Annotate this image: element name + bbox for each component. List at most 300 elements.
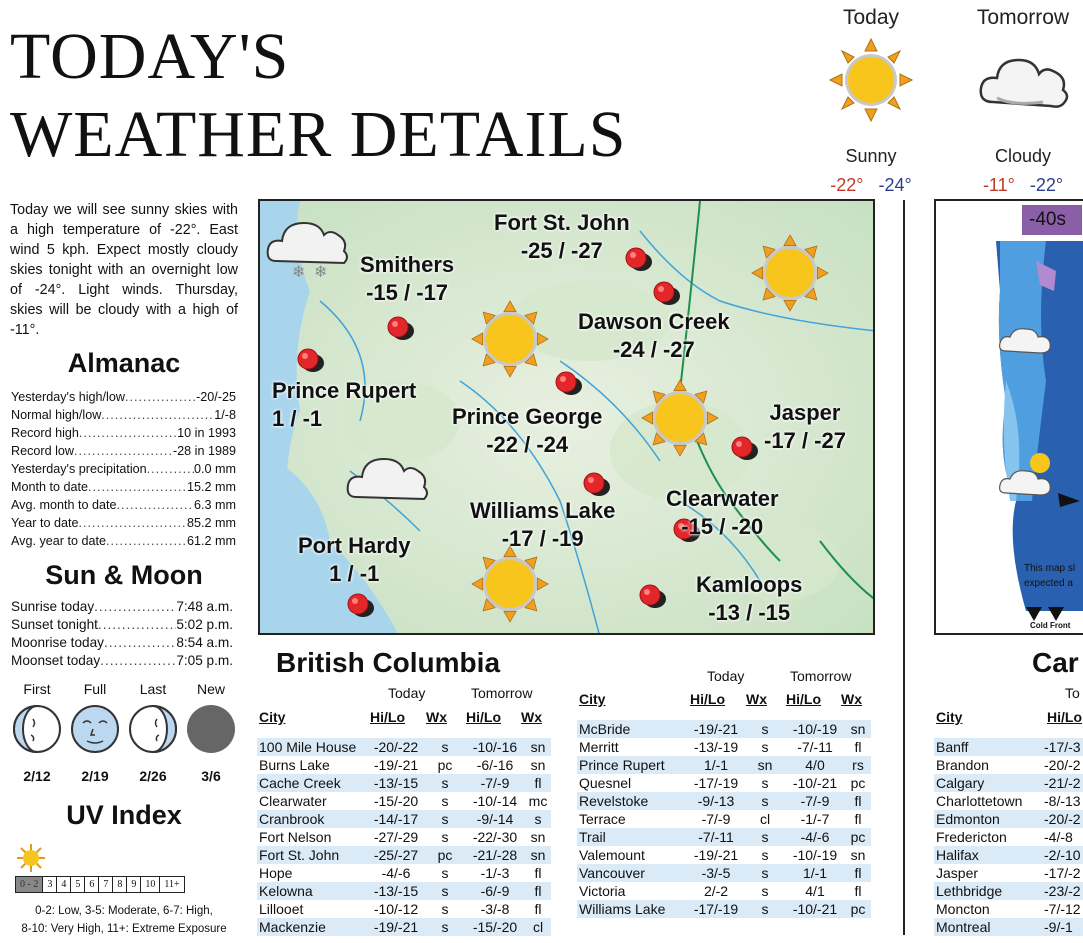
today-wx: s: [745, 864, 785, 882]
city-name: Trail: [577, 828, 687, 846]
new-moon-icon: [185, 703, 237, 755]
today-hilo: -17/-3: [1042, 738, 1083, 756]
map-city-temps: 1 / -1: [272, 406, 323, 431]
tomorrow-wx: pc: [850, 775, 866, 791]
moon-phase-date: 2/12: [23, 768, 51, 784]
table-row: [257, 828, 551, 846]
table-row: [577, 792, 871, 810]
bc-right-wx-header: Wx: [746, 691, 767, 707]
table-row: [257, 882, 551, 900]
table-row: [577, 810, 871, 828]
city-name: Brandon: [936, 757, 989, 773]
table-row: [577, 864, 871, 882]
almanac-row: [11, 406, 236, 424]
almanac-value: 6.3 mm: [194, 498, 236, 512]
today-hilo: -20/-2: [1042, 810, 1083, 828]
map-city-name: Prince George: [452, 404, 603, 429]
city-marker-icon: [732, 437, 758, 460]
tomorrow-hilo: -1/-7: [800, 811, 830, 827]
map-city-smithers: [360, 251, 454, 307]
today-wx: s: [425, 882, 465, 900]
tomorrow-hilo: -10/-14: [472, 793, 518, 809]
table-row: [934, 846, 1083, 864]
almanac-label: Normal high/low: [11, 408, 102, 422]
tomorrow-hilo: -15/-20: [465, 918, 525, 936]
city-name: Burns Lake: [259, 757, 330, 773]
city-name: Charlottetown: [936, 793, 1023, 809]
leader-dots: [147, 460, 194, 478]
tomorrow-wx: pc: [845, 900, 871, 918]
today-wx: s: [441, 829, 449, 845]
almanac-list: [11, 388, 236, 550]
tomorrow-hilo: 4/0: [785, 756, 845, 774]
table-row: [934, 774, 1083, 792]
map-city-prince-rupert: [272, 377, 416, 433]
canada-weather-map: [934, 199, 1083, 635]
today-wx: s: [425, 738, 465, 756]
city-name: Clearwater: [259, 793, 327, 809]
tomorrow-wx: cl: [525, 918, 551, 936]
almanac-row: [11, 532, 236, 550]
today-hilo: -4/-6: [381, 865, 411, 881]
table-row: [934, 900, 1083, 918]
city-name: Moncton: [936, 901, 990, 917]
today-wx: s: [745, 792, 785, 810]
city-name: Montreal: [934, 918, 1042, 936]
city-name: Edmonton: [934, 810, 1042, 828]
table-row: [577, 774, 871, 792]
today-wx: s: [745, 720, 785, 738]
table-row: [257, 792, 551, 810]
table-row: [257, 846, 551, 864]
leader-dots: [79, 424, 177, 442]
today-hilo: 1/-1: [687, 756, 745, 774]
city-name: Fort St. John: [257, 846, 367, 864]
today-hilo: -2/-10: [1042, 846, 1083, 864]
first-quarter-moon-icon: [11, 703, 63, 755]
today-hilo: -13/-15: [367, 774, 425, 792]
uv-legend: [5, 902, 243, 938]
today-wx: sn: [745, 756, 785, 774]
today-wx: s: [761, 883, 769, 899]
tomorrow-hilo: -10/-16: [465, 738, 525, 756]
full-moon-icon: [69, 703, 121, 755]
map-city-name: Port Hardy: [298, 533, 411, 558]
map-city-prince-george: [452, 403, 602, 459]
almanac-title: Almanac: [67, 348, 181, 378]
city-name: Valemount: [579, 847, 645, 863]
table-row: [577, 756, 871, 774]
bc-table-title: British Columbia: [276, 647, 501, 678]
leader-dots: [104, 634, 176, 652]
today-wx: s: [761, 847, 769, 863]
almanac-row: [11, 460, 236, 478]
bc-right-hilo-header: Hi/Lo: [690, 691, 725, 707]
table-row: [934, 864, 1083, 882]
today-wx: pc: [437, 757, 453, 773]
bc-left-hilo-header: Hi/Lo: [370, 709, 405, 725]
tomorrow-hilo: -10/-19: [792, 847, 838, 863]
table-row: [934, 792, 1083, 810]
moon-phase-date: 2/19: [81, 768, 109, 784]
almanac-label: Yesterday's precipitation: [11, 462, 147, 476]
table-row: [934, 828, 1083, 846]
uv-scale-segment: 11+: [164, 879, 180, 890]
bc-left-city-header: City: [259, 709, 286, 725]
bc-right-city-header: City: [579, 691, 606, 707]
bc-left-wx-header: Wx: [426, 709, 447, 725]
bc-left-hilo2-header: Hi/Lo: [466, 709, 501, 725]
uv-scale-segment: 4: [57, 877, 71, 892]
tomorrow-hilo: -1/-3: [480, 865, 510, 881]
almanac-row: [11, 442, 236, 460]
tomorrow-wx: sn: [530, 829, 546, 845]
canada-table: [934, 738, 1083, 936]
city-name: Quesnel: [579, 775, 632, 791]
bc-right-hilo2-header: Hi/Lo: [786, 691, 821, 707]
uv-scale-segment: 10: [141, 877, 160, 892]
tomorrow-wx: mc: [528, 793, 548, 809]
map-city-port-hardy: [298, 532, 410, 588]
column-divider: [903, 200, 905, 935]
today-hilo: -9/-13: [687, 792, 745, 810]
today-wx: s: [425, 918, 465, 936]
tomorrow-wx: fl: [854, 811, 862, 827]
almanac-row: [11, 424, 236, 442]
today-wx: s: [425, 810, 465, 828]
tomorrow-wx: fl: [845, 792, 871, 810]
map-sun-icon: [472, 301, 548, 377]
city-name: Lillooet: [259, 901, 304, 917]
almanac-value: 85.2 mm: [187, 516, 236, 530]
uv-scale-segment: 6: [85, 877, 99, 892]
table-row: [257, 756, 551, 774]
city-name: Prince Rupert: [577, 756, 687, 774]
almanac-value: -20/-25: [196, 390, 236, 404]
map-city-name: Dawson Creek: [578, 309, 730, 334]
city-name: Banff: [934, 738, 1042, 756]
today-wx: cl: [759, 811, 771, 827]
map-city-temps: -13 / -15: [708, 600, 791, 625]
today-hilo: -9/-1: [1042, 918, 1083, 936]
forecast-low: -22°: [1029, 175, 1064, 195]
today-hilo: -4/-8: [1044, 829, 1073, 845]
almanac-label: Record low: [11, 444, 74, 458]
moon-phase-full: [66, 681, 124, 784]
today-wx: s: [761, 739, 769, 755]
bc-left-today-header: Today: [388, 685, 426, 701]
tomorrow-wx: rs: [845, 756, 871, 774]
city-name: Jasper: [936, 865, 979, 881]
today-wx: s: [425, 774, 465, 792]
table-row: [257, 918, 551, 936]
map-city-temps: -15 / -20: [681, 514, 764, 539]
leader-dots: [88, 478, 187, 496]
map-city-temps: -22 / -24: [486, 432, 569, 457]
map-city-name: Jasper: [769, 400, 841, 425]
city-name: Fort Nelson: [259, 829, 332, 845]
almanac-value: 0.0 mm: [194, 462, 236, 476]
uv-scale-segment: 5: [71, 877, 85, 892]
sun-moon-label: Sunset tonight: [11, 617, 98, 632]
table-row: [934, 918, 1083, 936]
map-city-fort-st-john: [494, 209, 630, 265]
tomorrow-hilo: -10/-21: [785, 900, 845, 918]
today-hilo: -7/-9: [701, 811, 731, 827]
table-row: [257, 864, 551, 882]
forecast-day: Tomorrow: [976, 6, 1070, 29]
city-marker-icon: [626, 248, 652, 271]
city-name: Halifax: [934, 846, 1042, 864]
almanac-row: [11, 478, 236, 496]
almanac-label: Avg. year to date: [11, 534, 106, 548]
today-hilo: -10/-12: [373, 901, 419, 917]
today-hilo: -19/-21: [687, 720, 745, 738]
canada-today-header: To: [1065, 685, 1080, 701]
uv-sun-icon: [14, 842, 48, 874]
moon-phase-label: New: [196, 681, 225, 697]
moon-phase-last: [124, 681, 182, 784]
today-hilo: -13/-15: [367, 882, 425, 900]
tomorrow-wx: fl: [534, 865, 542, 881]
map-city-kamloops: [696, 571, 802, 627]
map-city-temps: -25 / -27: [520, 238, 603, 263]
sun-moon-label: Sunrise today: [11, 599, 95, 614]
bc-table-right: [577, 720, 871, 918]
table-row: [934, 882, 1083, 900]
city-marker-icon: [298, 349, 324, 372]
almanac-value: -28 in 1989: [172, 444, 236, 458]
canada-table-title: Car: [1032, 647, 1079, 678]
map-city-jasper: [764, 399, 846, 455]
tomorrow-wx: fl: [525, 774, 551, 792]
city-name: Hope: [259, 865, 293, 881]
bc-right-tomorrow-header: Tomorrow: [790, 668, 852, 684]
city-marker-icon: [654, 282, 680, 305]
table-row: [934, 810, 1083, 828]
today-wx: s: [761, 775, 769, 791]
uv-scale-segment: 7: [99, 877, 113, 892]
forecast-today: [806, 6, 936, 196]
tomorrow-hilo: -21/-28: [465, 846, 525, 864]
today-wx: s: [441, 865, 449, 881]
city-name: Kelowna: [257, 882, 367, 900]
today-hilo: -21/-2: [1042, 774, 1083, 792]
bc-right-wx2-header: Wx: [841, 691, 862, 707]
map-city-dawson-creek: [578, 308, 730, 364]
almanac-row: [11, 496, 236, 514]
sun-moon-value: 7:05 p.m.: [176, 653, 233, 668]
leader-dots: [78, 514, 187, 532]
almanac-value: 1/-8: [214, 408, 236, 422]
forecast-day: Today: [842, 6, 900, 29]
tomorrow-hilo: -10/-21: [792, 775, 838, 791]
moon-phase-new: [182, 681, 240, 784]
canada-cold-front-label: Cold Front: [1030, 621, 1071, 630]
today-hilo: -3/-5: [687, 864, 745, 882]
tomorrow-hilo: -9/-14: [465, 810, 525, 828]
today-hilo: -13/-19: [693, 739, 739, 755]
today-hilo: -8/-13: [1044, 793, 1081, 809]
bc-weather-map: [258, 199, 875, 635]
today-wx: s: [745, 900, 785, 918]
tomorrow-hilo: -7/-11: [797, 739, 833, 755]
today-hilo: -20/-2: [1044, 757, 1081, 773]
tomorrow-wx: sn: [845, 720, 871, 738]
today-hilo: -27/-29: [373, 829, 419, 845]
almanac-value: 10 in 1993: [177, 426, 236, 440]
map-city-name: Clearwater: [666, 486, 779, 511]
table-row: [934, 756, 1083, 774]
today-wx: s: [745, 828, 785, 846]
leader-dots: [125, 388, 196, 406]
canada-city-header: City: [936, 709, 963, 725]
uv-legend-line1: 0-2: Low, 3-5: Moderate, 6-7: High,: [35, 905, 213, 917]
tomorrow-hilo: -6/-9: [465, 882, 525, 900]
leader-dots: [106, 532, 187, 550]
svg-text:❄: ❄: [314, 262, 328, 281]
almanac-label: Month to date: [11, 480, 89, 494]
map-cloud-icon: [348, 459, 427, 499]
table-row: [934, 738, 1083, 756]
tomorrow-wx: fl: [534, 901, 542, 917]
sun-moon-list: [11, 598, 233, 670]
uv-index-title: UV Index: [66, 800, 182, 830]
moon-phase-label: Last: [139, 681, 167, 697]
moon-phases: [8, 681, 240, 784]
table-row: [577, 900, 871, 918]
sun-moon-title: Sun & Moon: [45, 560, 203, 590]
leader-dots: [117, 496, 195, 514]
leader-dots: [98, 616, 176, 634]
city-name: Lethbridge: [934, 882, 1042, 900]
almanac-label: Yesterday's high/low: [11, 390, 125, 404]
tomorrow-wx: sn: [850, 847, 866, 863]
map-sun-icon: [472, 546, 548, 622]
map-city-temps: -15 / -17: [366, 280, 449, 305]
today-hilo: -17/-19: [693, 775, 739, 791]
tomorrow-hilo: -4/-6: [785, 828, 845, 846]
moon-phase-label: First: [23, 681, 51, 697]
almanac-row: [11, 388, 236, 406]
table-row: [257, 810, 551, 828]
sun-moon-row: [11, 616, 233, 634]
map-sun-icon: [642, 380, 718, 456]
today-hilo: -15/-20: [373, 793, 419, 809]
city-name: Mackenzie: [257, 918, 367, 936]
uv-scale-segment: 0 - 2: [16, 877, 43, 892]
tomorrow-hilo: -6/-16: [476, 757, 514, 773]
city-name: Fredericton: [936, 829, 1007, 845]
sun-moon-value: 5:02 p.m.: [176, 617, 233, 632]
leader-dots: [74, 442, 173, 460]
map-snow-cloud-icon: [268, 223, 347, 281]
map-city-name: Kamloops: [696, 572, 803, 597]
today-hilo: 2/-2: [703, 883, 729, 899]
almanac-row: [11, 514, 236, 532]
table-row: [577, 882, 871, 900]
map-city-name: Smithers: [360, 252, 455, 277]
uv-legend-line2: 8-10: Very High, 11+: Extreme Exposure: [21, 923, 227, 935]
forecast-story: Today we will see sunny skies with a high temperature of -22°. East wind 5 kph. Expect mostly cloudy skies tonight with an overnight low of -24°. Light winds. Thursday, skies will be cloudy with a high of -11°.: [10, 202, 238, 338]
forecast-low: -24°: [878, 175, 912, 195]
almanac-value: 15.2 mm: [187, 480, 236, 494]
canada-hilo-header: Hi/Lo: [1047, 709, 1082, 725]
city-marker-icon: [640, 585, 666, 608]
city-name: Calgary: [934, 774, 1042, 792]
map-city-temps: -17 / -27: [764, 428, 846, 453]
tomorrow-wx: pc: [845, 828, 871, 846]
uv-scale-bar: [15, 876, 185, 893]
city-name: Terrace: [579, 811, 626, 827]
bc-right-today-header: Today: [707, 668, 745, 684]
tomorrow-hilo: -7/-9: [785, 792, 845, 810]
almanac-label: Record high: [11, 426, 79, 440]
sun-moon-value: 8:54 a.m.: [176, 635, 233, 650]
table-row: [577, 846, 871, 864]
map-sun-icon: [752, 235, 828, 311]
today-wx: s: [441, 793, 449, 809]
tomorrow-hilo: -22/-30: [472, 829, 518, 845]
map-city-temps: -17 / -19: [501, 526, 584, 551]
forecast-condition: Sunny: [845, 146, 897, 166]
city-name: Victoria: [579, 883, 626, 899]
tomorrow-hilo: -10/-19: [785, 720, 845, 738]
moon-phase-label: Full: [83, 681, 107, 697]
table-row: [257, 738, 551, 756]
map-city-temps: -24 / -27: [612, 337, 695, 362]
tomorrow-wx: s: [525, 810, 551, 828]
today-hilo: -7/-12: [1044, 901, 1081, 917]
table-row: [577, 720, 871, 738]
canada-map-note-line1: This map sl: [1024, 563, 1076, 574]
today-hilo: -20/-22: [367, 738, 425, 756]
svg-text:❄: ❄: [292, 262, 306, 281]
sun-moon-label: Moonrise today: [11, 635, 104, 650]
today-wx: s: [441, 901, 449, 917]
city-name: Cache Creek: [257, 774, 367, 792]
city-name: Williams Lake: [577, 900, 687, 918]
city-name: 100 Mile House: [257, 738, 367, 756]
canada-map-note-line2: expected a: [1024, 578, 1073, 589]
today-hilo: -14/-17: [367, 810, 425, 828]
moon-phase-date: 2/26: [139, 768, 167, 784]
last-quarter-moon-icon: [127, 703, 179, 755]
uv-scale-segment: 9: [127, 877, 141, 892]
map-city-clearwater: [666, 485, 779, 541]
table-row: [257, 900, 551, 918]
city-name: Merritt: [579, 739, 619, 755]
table-row: [257, 774, 551, 792]
table-row: [577, 738, 871, 756]
city-marker-icon: [584, 473, 610, 496]
map-city-name: Prince Rupert: [272, 378, 417, 403]
today-hilo: -25/-27: [367, 846, 425, 864]
city-name: McBride: [577, 720, 687, 738]
today-hilo: -19/-21: [367, 918, 425, 936]
moon-phase-first: [8, 681, 66, 784]
cloud-icon: [958, 30, 1083, 130]
map-city-williams-lake: [470, 497, 615, 553]
city-name: Revelstoke: [577, 792, 687, 810]
sun-moon-label: Moonset today: [11, 653, 101, 668]
map-city-name: Fort St. John: [494, 210, 630, 235]
headline-line1: TODAY'S: [10, 20, 290, 93]
bc-left-tomorrow-header: Tomorrow: [471, 685, 533, 701]
tomorrow-hilo: -7/-9: [465, 774, 525, 792]
leader-dots: [100, 652, 176, 670]
tomorrow-wx: fl: [525, 882, 551, 900]
